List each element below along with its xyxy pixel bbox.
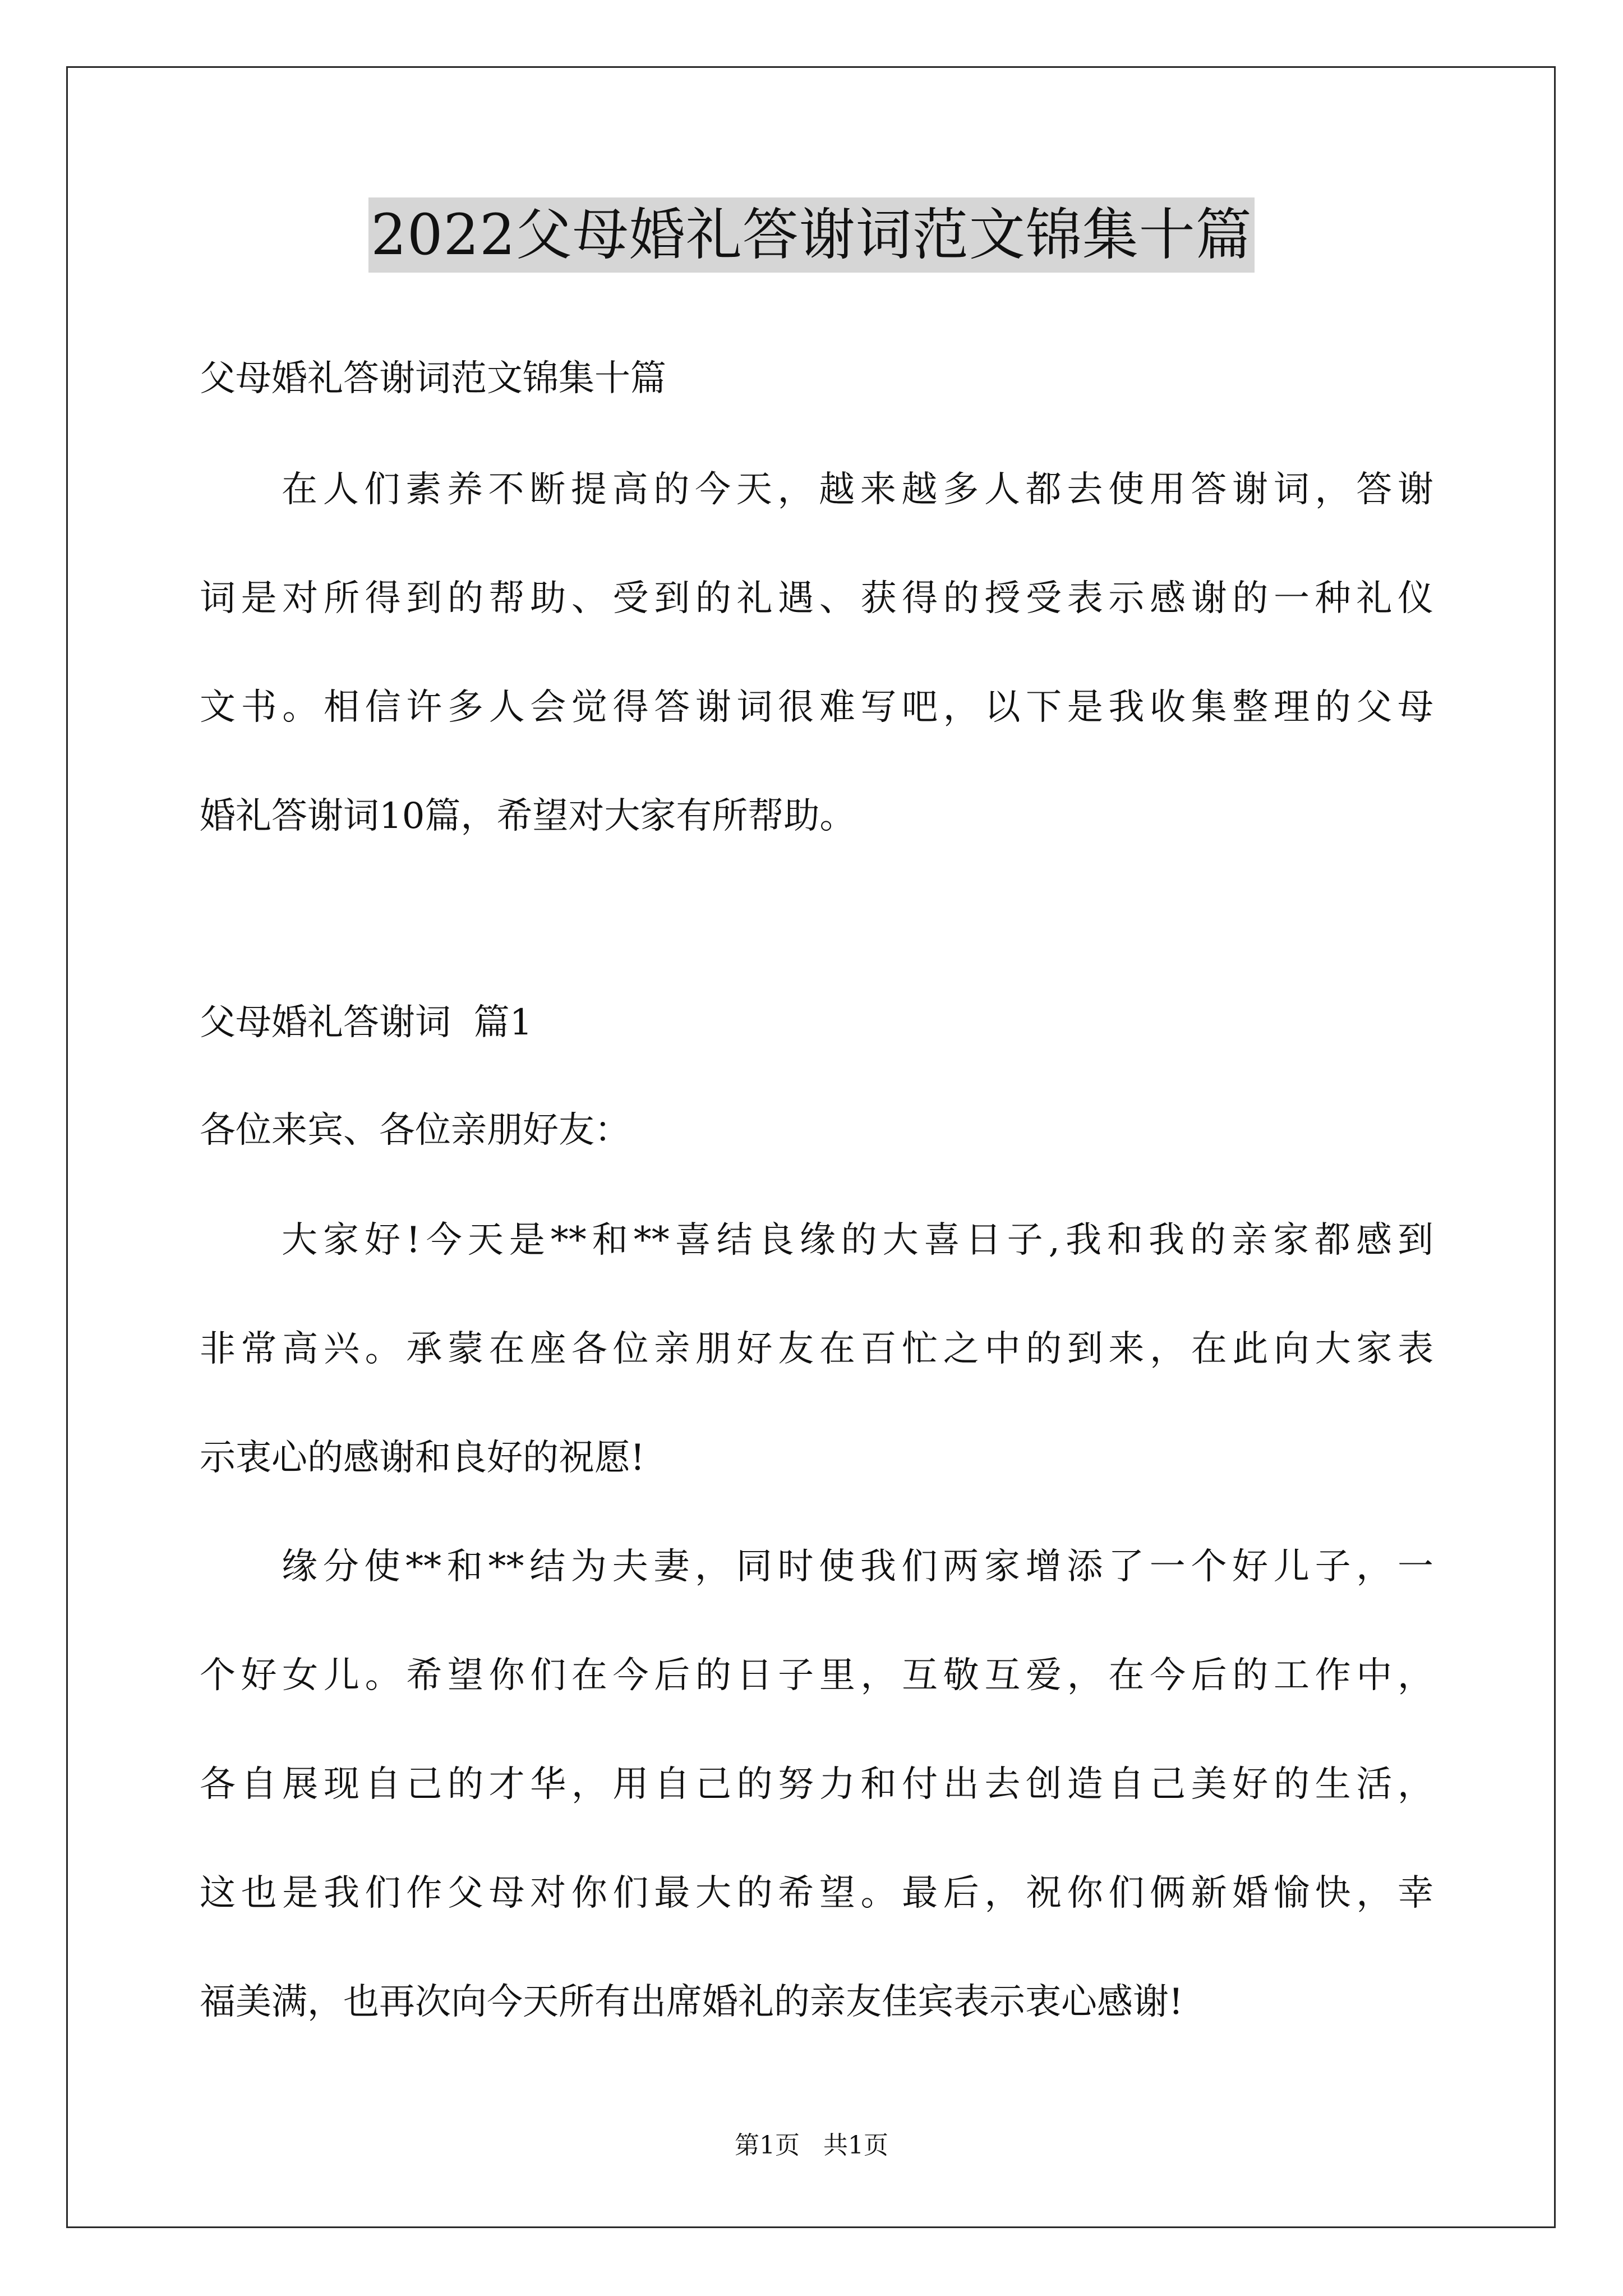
paragraph-line: 示衷心的感谢和良好的祝愿!	[200, 1437, 645, 1479]
document-title: 2022父母婚礼答谢词范文锦集十篇	[368, 197, 1255, 273]
title-container	[0, 197, 1623, 273]
intro-line: 文书。相信许多人会觉得答谢词很难写吧，以下是我收集整理的父母	[200, 687, 1433, 728]
paragraph-line: 这也是我们作父母对你们最大的希望。最后，祝你们俩新婚愉快，幸	[200, 1872, 1433, 1914]
intro-line: 词是对所得到的帮助、受到的礼遇、获得的授受表示感谢的一种礼仪	[200, 578, 1433, 619]
page-footer: 第1页 共1页	[735, 2131, 888, 2160]
document-subtitle: 父母婚礼答谢词范文锦集十篇	[200, 358, 666, 399]
paragraph-line: 非常高兴。承蒙在座各位亲朋好友在百忙之中的到来，在此向大家表	[200, 1328, 1433, 1370]
salutation: 各位来宾、各位亲朋好友：	[200, 1110, 630, 1151]
paragraph-line: 个好女儿。希望你们在今后的日子里，互敬互爱，在今后的工作中，	[200, 1655, 1433, 1696]
paragraph-line: 各自展现自己的才华，用自己的努力和付出去创造自己美好的生活，	[200, 1764, 1433, 1805]
section-heading: 父母婚礼答谢词 篇1	[200, 1002, 533, 1043]
intro-line: 在人们素养不断提高的今天，越来越多人都去使用答谢词，答谢	[282, 469, 1433, 510]
paragraph-line: 福美满，也再次向今天所有出席婚礼的亲友佳宾表示衷心感谢!	[200, 1981, 1183, 2023]
paragraph-line: 缘分使**和**结为夫妻，同时使我们两家增添了一个好儿子，一	[282, 1546, 1433, 1588]
intro-line: 婚礼答谢词10篇，希望对大家有所帮助。	[200, 795, 856, 837]
paragraph-line: 大家好!今天是**和**喜结良缘的大喜日子,我和我的亲家都感到	[282, 1220, 1433, 1261]
